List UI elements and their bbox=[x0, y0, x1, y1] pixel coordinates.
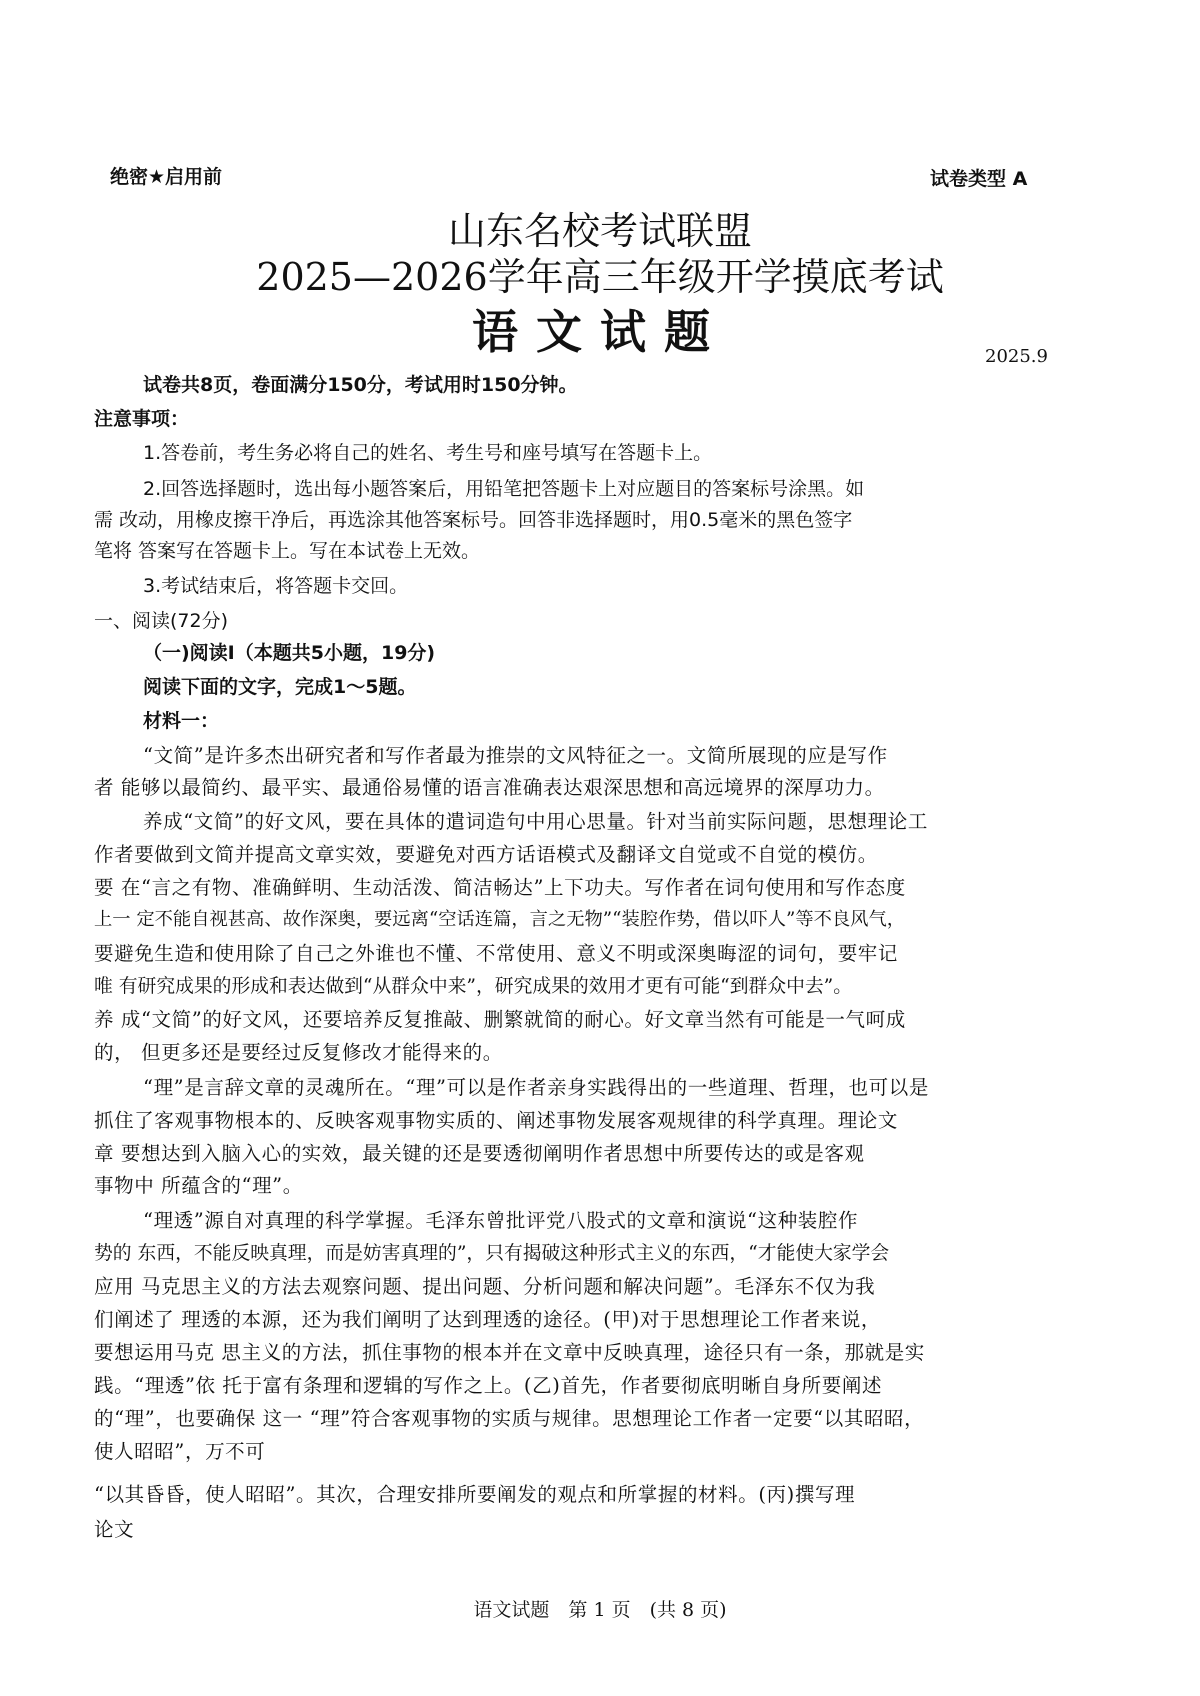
passage-line: 的“理”，也要确保 这一 “理”符合客观事物的实质与规律。思想理论工作者一定要“以其昭昭， bbox=[94, 1407, 925, 1430]
passage-line: 作者要做到文简并提高文章实效，要避免对西方话语模式及翻译文自觉或不自觉的模仿。 bbox=[94, 843, 878, 866]
reading-instruction: 阅读下面的文字，完成1～5题。 bbox=[143, 676, 417, 698]
passage-line: 们阐述了 理透的本源，还为我们阐明了达到理透的途径。(甲)对于思想理论工作者来说， bbox=[94, 1308, 882, 1331]
passage-line: 应用 马克思主义的方法去观察问题、提出问题、分析问题和解决问题”。毛泽东不仅为我 bbox=[94, 1275, 876, 1298]
passage-line: 践。“理透”依 托于富有条理和逻辑的写作之上。(乙)首先，作者要彻底明晰自身所要阐述 bbox=[94, 1374, 883, 1397]
paper-type: 试卷类型 A bbox=[930, 168, 1028, 190]
passage-line: 要想运用马克 思主义的方法，抓住事物的根本并在文章中反映真理，途径只有一条，那就是实 bbox=[94, 1341, 925, 1364]
notice-item: 3.考试结束后，将答题卡交回。 bbox=[143, 575, 409, 597]
notice-item: 需 改动，用橡皮擦干净后，再选涂其他答案标号。回答非选择题时，用0.5毫米的黑色签字 bbox=[94, 509, 853, 531]
passage-line: 章 要想达到入脑入心的实效，最关键的还是要透彻阐明作者思想中所要传达的或是客观 bbox=[94, 1142, 865, 1165]
passage-line: 要 在“言之有物、准确鲜明、生动活泼、简洁畅达”上下功夫。写作者在词句使用和写作态度 bbox=[94, 876, 906, 899]
exam-date: 2025.9 bbox=[985, 346, 1048, 367]
passage-line: “理透”源自对真理的科学掌握。毛泽东曾批评党八股式的文章和演说“这种装腔作 bbox=[143, 1209, 859, 1232]
notice-item: 2.回答选择题时，选出每小题答案后，用铅笔把答题卡上对应题目的答案标号涂黑。如 bbox=[143, 478, 865, 500]
passage-line: 使人昭昭”，万不可 bbox=[94, 1440, 266, 1463]
passage-line: 者 能够以最简约、最平实、最通俗易懂的语言准确表达艰深思想和高远境界的深厚功力。 bbox=[94, 776, 885, 799]
subject-title: 语文试题 bbox=[472, 305, 728, 359]
notice-item: 笔将 答案写在答题卡上。写在本试卷上无效。 bbox=[94, 540, 481, 562]
notice-heading: 注意事项： bbox=[94, 408, 190, 430]
passage-line: 抓住了客观事物根本的、反映客观事物实质的、阐述事物发展客观规律的科学真理。理论文 bbox=[94, 1109, 899, 1132]
exam-title: 2025—2026学年高三年级开学摸底考试 bbox=[256, 255, 944, 299]
passage-line: 上一 定不能自视甚高、故作深奥，要远离“空话连篇，言之无物”“装腔作势，借以吓人”等不良风气， bbox=[94, 909, 906, 930]
passage-line: “理”是言辞文章的灵魂所在。“理”可以是作者亲身实践得出的一些道理、哲理，也可以是 bbox=[143, 1076, 929, 1099]
notice-item: 1.答卷前，考生务必将自己的姓名、考生号和座号填写在答题卡上。 bbox=[143, 442, 713, 464]
passage-line: “以其昏昏，使人昭昭”。其次，合理安排所要阐发的观点和所掌握的材料。(丙)撰写理 bbox=[94, 1483, 856, 1506]
page-footer: 语文试题 第 1 页 (共 8 页) bbox=[473, 1599, 727, 1621]
subsection-heading: （一)阅读I（本题共5小题，19分) bbox=[143, 642, 436, 664]
material-label: 材料一： bbox=[143, 710, 220, 732]
passage-line: 事物中 所蕴含的“理”。 bbox=[94, 1174, 303, 1197]
passage-line: 要避免生造和使用除了自己之外谁也不懂、不常使用、意义不明或深奥晦涩的词句，要牢记 bbox=[94, 942, 899, 965]
exam-organizer: 山东名校考试联盟 bbox=[447, 209, 752, 253]
passage-line: 论文 bbox=[94, 1518, 135, 1541]
passage-line: 势的 东西，不能反映真理，而是妨害真理的”，只有揭破这种形式主义的东西，“才能使大家学会 bbox=[94, 1243, 890, 1264]
section-heading: 一、阅读(72分) bbox=[94, 610, 229, 632]
passage-line: 养 成“文简”的好文风，还要培养反复推敲、删繁就简的耐心。好文章当然有可能是一气呵成 bbox=[94, 1008, 906, 1031]
passage-line: 的， 但更多还是要经过反复修改才能得来的。 bbox=[94, 1041, 503, 1064]
exam-summary: 试卷共8页，卷面满分150分，考试用时150分钟。 bbox=[143, 374, 578, 396]
secret-label: 绝密★启用前 bbox=[110, 166, 223, 188]
passage-line: 养成“文简”的好文风，要在具体的遣词造句中用心思量。针对当前实际问题，思想理论工 bbox=[143, 810, 928, 833]
passage-line: “文简”是许多杰出研究者和写作者最为推崇的文风特征之一。文简所展现的应是写作 bbox=[143, 744, 888, 767]
passage-line: 唯 有研究成果的形成和表达做到“从群众中来”，研究成果的效用才更有可能“到群众中去”。 bbox=[94, 976, 853, 997]
